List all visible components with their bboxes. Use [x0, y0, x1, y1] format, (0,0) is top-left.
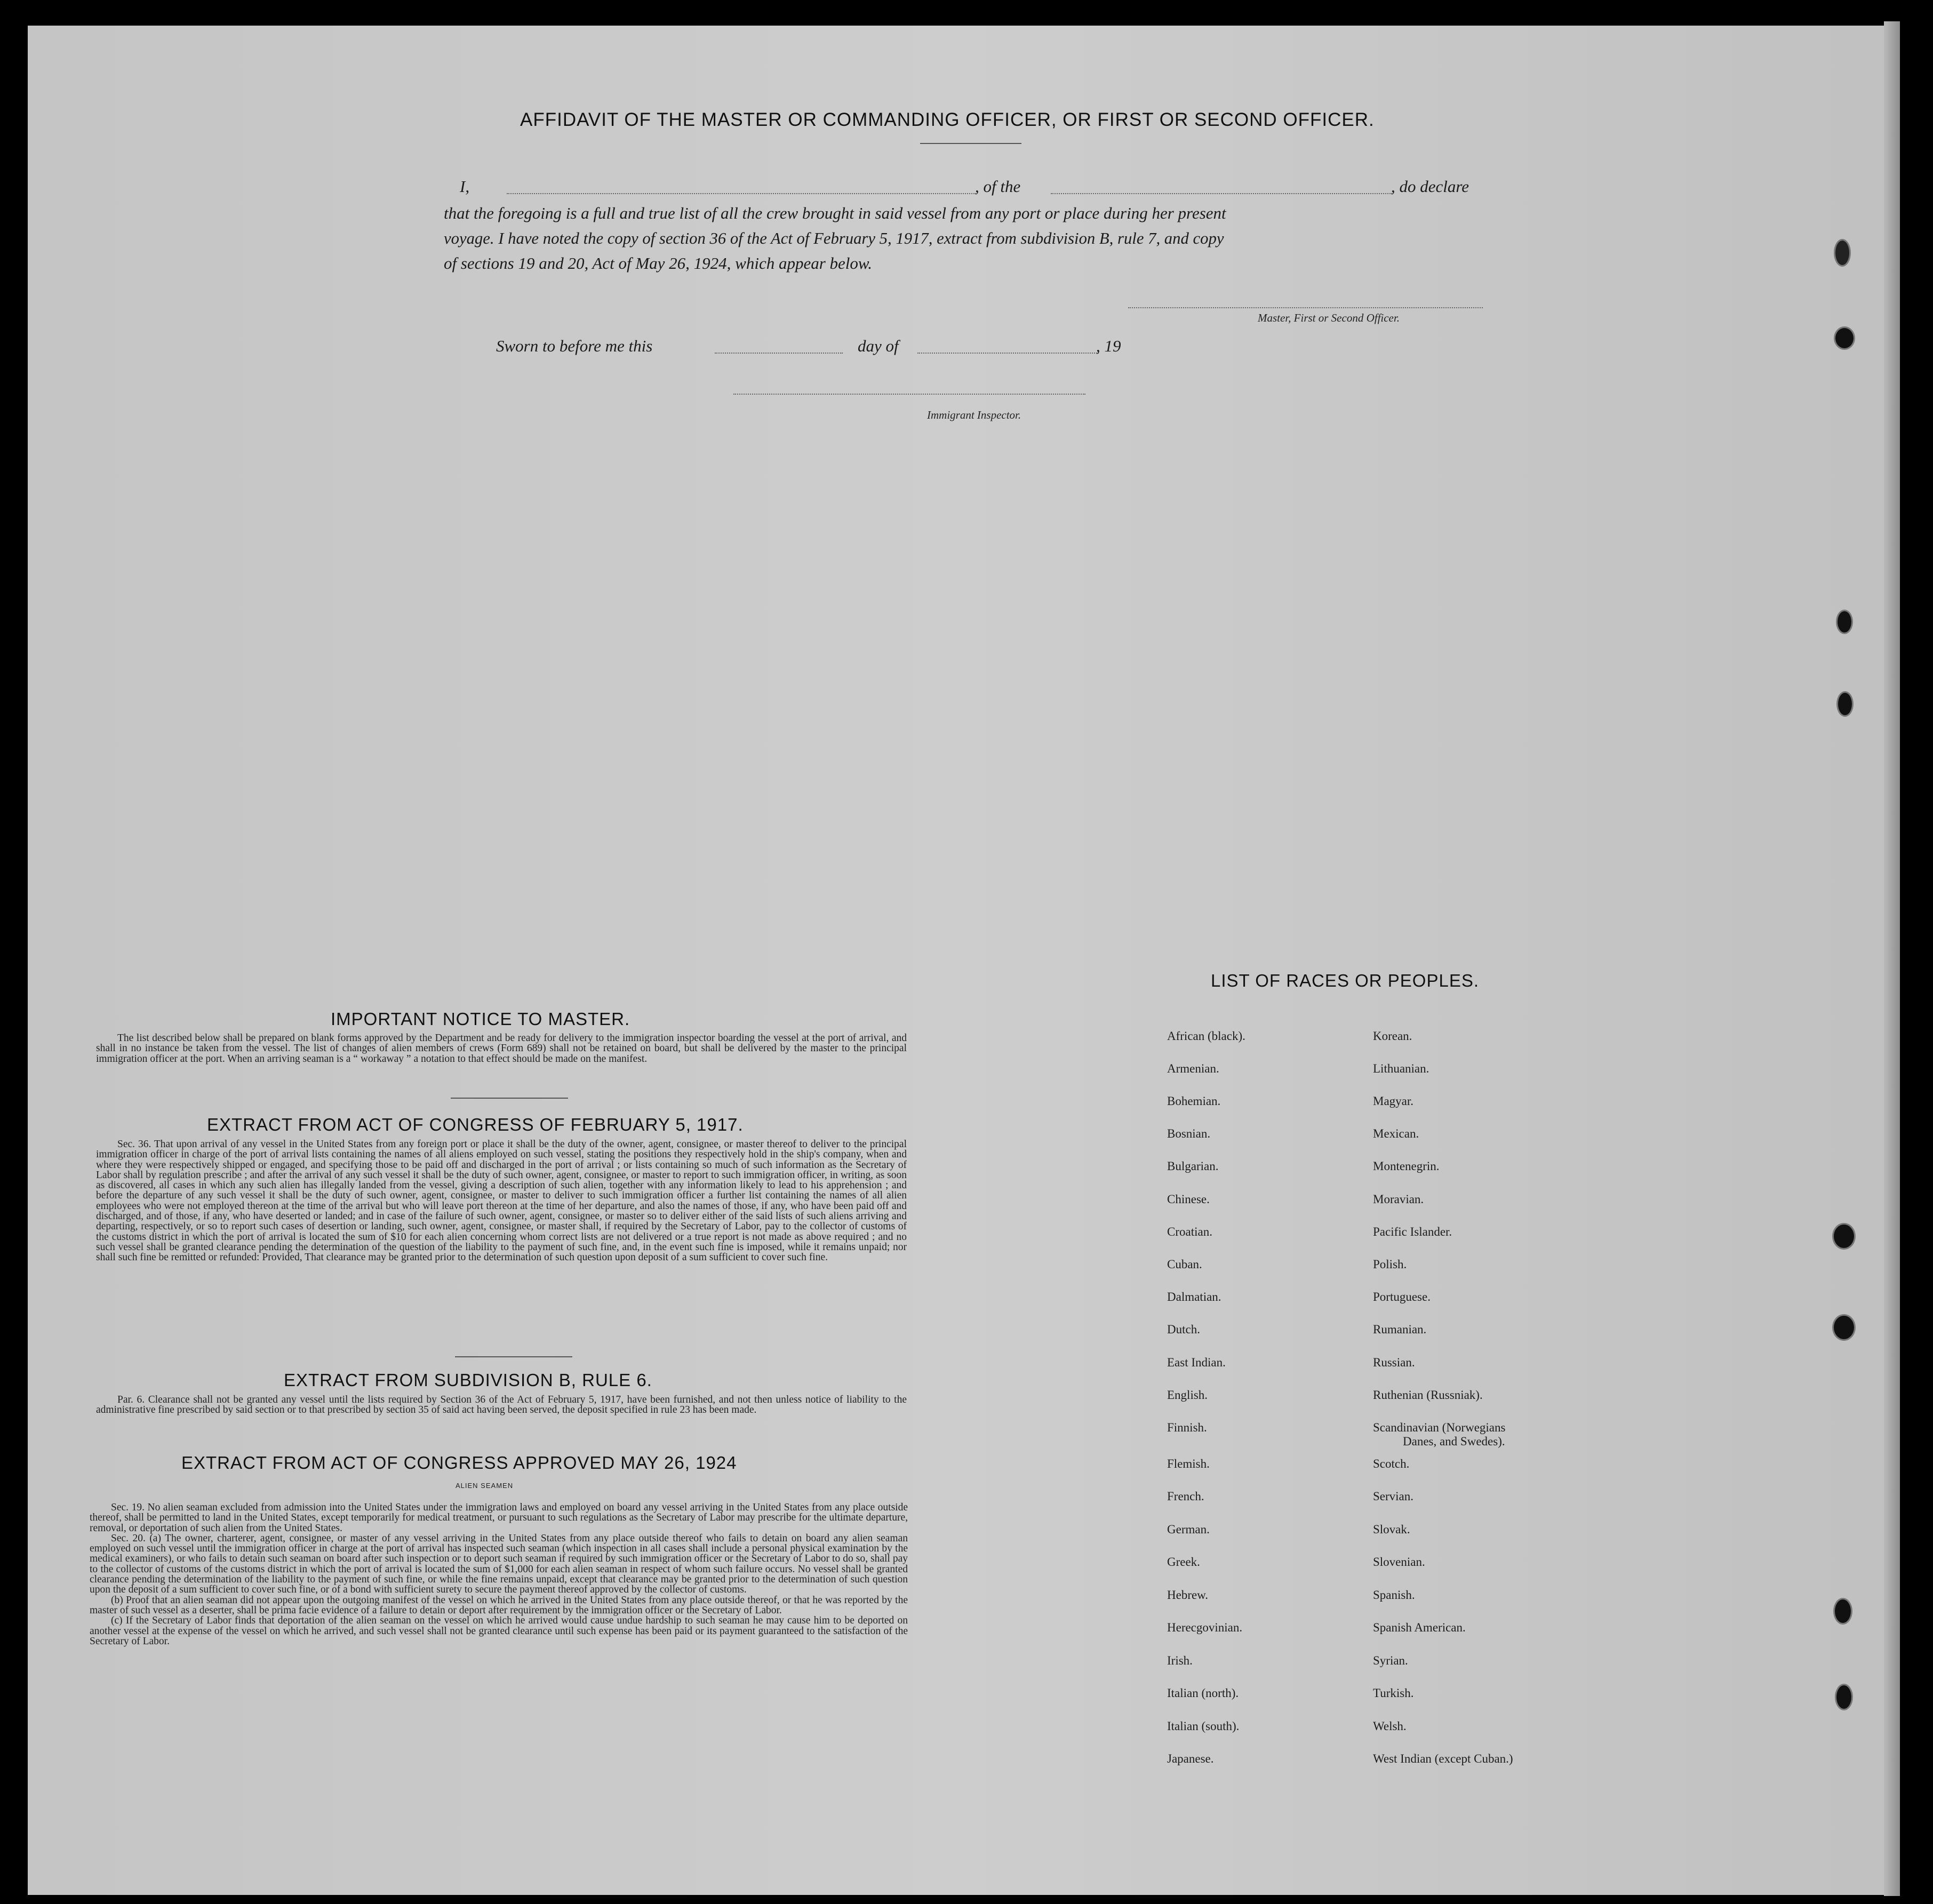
notice-body [96, 1033, 907, 1064]
race-item: Italian (south). [1167, 1719, 1240, 1733]
race-item: Moravian. [1373, 1193, 1424, 1206]
race-item: Mexican. [1373, 1127, 1419, 1140]
inspector-label: Immigrant Inspector. [927, 409, 1021, 421]
race-item: Hebrew. [1167, 1588, 1209, 1602]
affidavit-line-2: that the foregoing is a full and true list of all the crew brought in said vessel from any port or place during her present [444, 204, 1226, 222]
race-item: African (black). [1167, 1029, 1245, 1043]
affidavit-line-4: of sections 19 and 20, Act of May 26, 1924, which appear below. [444, 254, 873, 273]
extract-1924-title: EXTRACT FROM ACT OF CONGRESS APPROVED MAY 26, 1924 [181, 1453, 737, 1473]
sworn-label: Sworn to before me this [496, 337, 653, 355]
race-item-continuation: Danes, and Swedes). [1403, 1435, 1505, 1448]
alien-seamen-subtitle: ALIEN SEAMEN [456, 1482, 514, 1490]
binder-hole [1834, 326, 1855, 350]
affidavit-i-label: I, [460, 177, 470, 196]
race-item: Bosnian. [1167, 1127, 1211, 1140]
race-item: Bulgarian. [1167, 1159, 1219, 1173]
race-item: Portuguese. [1373, 1290, 1431, 1303]
extract-1924-body [90, 1502, 908, 1646]
declarant-name-field[interactable] [507, 193, 976, 194]
race-item: English. [1167, 1388, 1208, 1402]
race-item: Croatian. [1167, 1225, 1212, 1238]
race-item: Bohemian. [1167, 1094, 1221, 1108]
affidavit-of-the-label: , of the [975, 177, 1021, 196]
race-item: Spanish. [1373, 1588, 1415, 1602]
race-item: Italian (north). [1167, 1686, 1239, 1700]
inspector-signature-line[interactable] [733, 394, 1085, 395]
race-item: Polish. [1373, 1258, 1407, 1271]
sworn-day-field[interactable] [715, 353, 843, 354]
race-item: Greek. [1167, 1555, 1200, 1569]
race-item: Spanish American. [1373, 1621, 1466, 1634]
race-item: Dalmatian. [1167, 1290, 1221, 1303]
extract-1917-body [96, 1139, 907, 1263]
race-item: Flemish. [1167, 1457, 1210, 1470]
race-item: Scotch. [1373, 1457, 1410, 1470]
race-item: West Indian (except Cuban.) [1373, 1752, 1513, 1765]
section-19-text: Sec. 19. No alien seaman excluded from admission into the United States under the immigration laws and employed on board any vessel arriving in the United States from any place outside thereof, shall be permitted to land in the United States, except temporarily for medical treatment, or pursuant to such regulations as the Secretary of Labor may prescribe for the ultimate departure, removal, or deportation of such alien from the United States. [90, 1502, 908, 1534]
race-item: Armenian. [1167, 1062, 1219, 1075]
binder-hole [1836, 610, 1853, 634]
race-item: Korean. [1373, 1029, 1412, 1043]
race-item: Lithuanian. [1373, 1062, 1429, 1075]
day-of-label: day of [858, 337, 899, 355]
race-item: Scandinavian (Norwegians [1373, 1421, 1506, 1434]
section-20a-text: Sec. 20. (a) The owner, charterer, agent, consignee, or master of any vessel arriving in the United States from any place outside thereof who fails to detain on board any alien seaman employed on such vessel until the immigration officer in charge at the port of arrival has inspected such seaman (which inspection in all cases shall include a personal physical examination by the medical examiners), or who fails to detain such seaman on board after such inspection or to deport such seaman if required by such immigration officer or the Secretary of Labor to do so, shall pay to the collector of customs of the customs district in which the port of arrival is located the sum of $1,000 for each alien seaman in respect of whom such failure occurs. No vessel shall be granted clearance pending the determination of the liability to the payment of such fine, or while the fine remains unpaid, except that clearance may be granted prior to the determination of such question upon the deposit of a sum sufficient to cover such fine, or of a bond with sufficient surety to secure the payment thereof approved by the collector of customs. [90, 1532, 908, 1596]
affidavit-title: AFFIDAVIT OF THE MASTER OR COMMANDING OFFICER, OR FIRST OR SECOND OFFICER. [520, 109, 1375, 130]
page-edge [1884, 21, 1900, 1896]
notice-text: The list described below shall be prepared on blank forms approved by the Department and be ready for delivery to the immigration inspector boarding the vessel at the port of arrival, and shall in no instance be taken from the vessel. The list of changes of alien members of crews (Form 689) shall not be retained on board, but shall be delivered by the master to the principal immigration officer at the port. When an arriving seaman is a “ workaway ” a notation to that effect should be made on the manifest. [96, 1033, 907, 1065]
race-item: Magyar. [1373, 1094, 1414, 1108]
race-item: Chinese. [1167, 1193, 1210, 1206]
affidavit-line-3: voyage. I have noted the copy of section 36 of the Act of February 5, 1917, extract from subdivision B, rule 7, and copy [444, 229, 1224, 247]
race-item: German. [1167, 1523, 1210, 1536]
title-divider [920, 143, 1021, 144]
race-item: Cuban. [1167, 1258, 1202, 1271]
year-label: , 19 [1096, 337, 1121, 355]
rule-6-text: Par. 6. Clearance shall not be granted any vessel until the lists required by Section 36 of the Act of February 5, 1917, have been furnished, and not then unless notice of liability to the administrative fine prescribed by said section or to that prescribed by section 35 of said act having been served, the deposit specified in rule 23 has been made. [96, 1394, 907, 1416]
race-item: Welsh. [1373, 1719, 1407, 1733]
section-20c-text: (c) If the Secretary of Labor finds that deportation of the alien seaman on the vessel on which he arrived would cause undue hardship to such seaman he may cause him to be deported on another vessel at the expense of the vessel on which he arrived, and such vessel shall not be granted clearance until such expense has been paid or its payment guaranteed to the satisfaction of the Secretary of Labor. [90, 1615, 908, 1647]
race-item: Ruthenian (Russniak). [1373, 1388, 1483, 1402]
race-item: Herecgovinian. [1167, 1621, 1243, 1634]
binder-hole [1836, 691, 1854, 717]
race-item: Irish. [1167, 1654, 1193, 1667]
section-36-text: Sec. 36. That upon arrival of any vessel in the United States from any foreign port or place it shall be the duty of the owner, agent, consignee, or master thereof to deliver to the principal immigration officer in charge of the port of arrival lists containing the names of all aliens employed on such vessel, stating the positions they respectively hold in the ship's company, when and where they were respectively shipped or engaged, and specifying those to be paid off and discharged in the port of arrival ; or lists containing so much of such information as the Secretary of Labor shall by regulation prescribe ; and after the arrival of any such vessel it shall be the duty of such owner, agent, consignee, or master to report to such immigration officer, in writing, as soon as discovered, all cases in which any such alien has illegally landed from the vessel, giving a description of such alien, together with any information likely to lead to his apprehension ; and before the departure of any such vessel it shall be the duty of such owner, agent, consignee, or master to deliver to such immigration officer a further list containing the names of all alien employees who were not employed thereon at the time of the arrival but who will leave port thereon at the time of her departure, and also the names of those, if any, who have been paid off and discharged, and of those, if any, who have deserted or landed; and in case of the failure of such owner, agent, consignee, or master so to deliver either of the said lists of such aliens arriving and departing, respectively, or so to report such cases of desertion or landing, such owner, agent, consignee, or master shall, if required by the Secretary of Labor, pay to the collector of customs of the customs district in which the port of arrival is located the sum of $10 for each alien concerning whom correct lists are not delivered or a true report is not made as above required ; and no such vessel shall be granted clearance pending the determination of the question of the liability to the payment of such fine, and, in the event such fine is imposed, while it remains unpaid; nor shall such fine be remitted or refunded: Provided, That clearance may be granted prior to the determination of such question upon deposit of a sum sufficient to cover such fine. [96, 1139, 907, 1263]
race-item: Slovak. [1373, 1523, 1410, 1536]
extract-1917-title: EXTRACT FROM ACT OF CONGRESS OF FEBRUARY 5, 1917. [207, 1115, 744, 1134]
race-item: Finnish. [1167, 1421, 1207, 1434]
affidavit-declare-label: , do declare [1391, 177, 1469, 196]
sworn-month-field[interactable] [917, 353, 1099, 354]
race-item: Turkish. [1373, 1686, 1414, 1700]
binder-hole [1832, 1223, 1856, 1250]
race-item: Japanese. [1167, 1752, 1214, 1765]
race-item: Servian. [1373, 1490, 1414, 1503]
race-item: Montenegrin. [1373, 1159, 1440, 1173]
binder-hole [1835, 1684, 1853, 1710]
race-item: Dutch. [1167, 1323, 1200, 1336]
notice-title: IMPORTANT NOTICE TO MASTER. [331, 1009, 630, 1029]
race-item: Syrian. [1373, 1654, 1408, 1667]
binder-hole [1834, 239, 1851, 267]
race-item: East Indian. [1167, 1356, 1226, 1369]
section-20b-text: (b) Proof that an alien seaman did not appear upon the outgoing manifest of the vessel on which he arrived in the United States from any place outside thereof, or that he was reported by the master of such vessel as a deserter, shall be prima facie evidence of a failure to detain or deport after requirement by the immigration officer or the Secretary of Labor. [90, 1594, 908, 1616]
race-item: Slovenian. [1373, 1555, 1425, 1569]
section-divider [451, 1098, 568, 1099]
race-item: Russian. [1373, 1356, 1415, 1369]
race-item: Pacific Islander. [1373, 1225, 1452, 1238]
section-divider [455, 1356, 572, 1357]
vessel-name-field[interactable] [1051, 193, 1392, 194]
master-signature-line[interactable] [1128, 307, 1483, 308]
extract-rule6-body [96, 1395, 907, 1415]
binder-hole [1832, 1314, 1856, 1341]
race-item: Rumanian. [1373, 1323, 1427, 1336]
binder-hole [1833, 1598, 1852, 1625]
extract-rule6-title: EXTRACT FROM SUBDIVISION B, RULE 6. [284, 1370, 652, 1390]
races-title: LIST OF RACES OR PEOPLES. [1211, 971, 1480, 990]
race-item: French. [1167, 1490, 1204, 1503]
master-signature-label: Master, First or Second Officer. [1258, 311, 1400, 324]
